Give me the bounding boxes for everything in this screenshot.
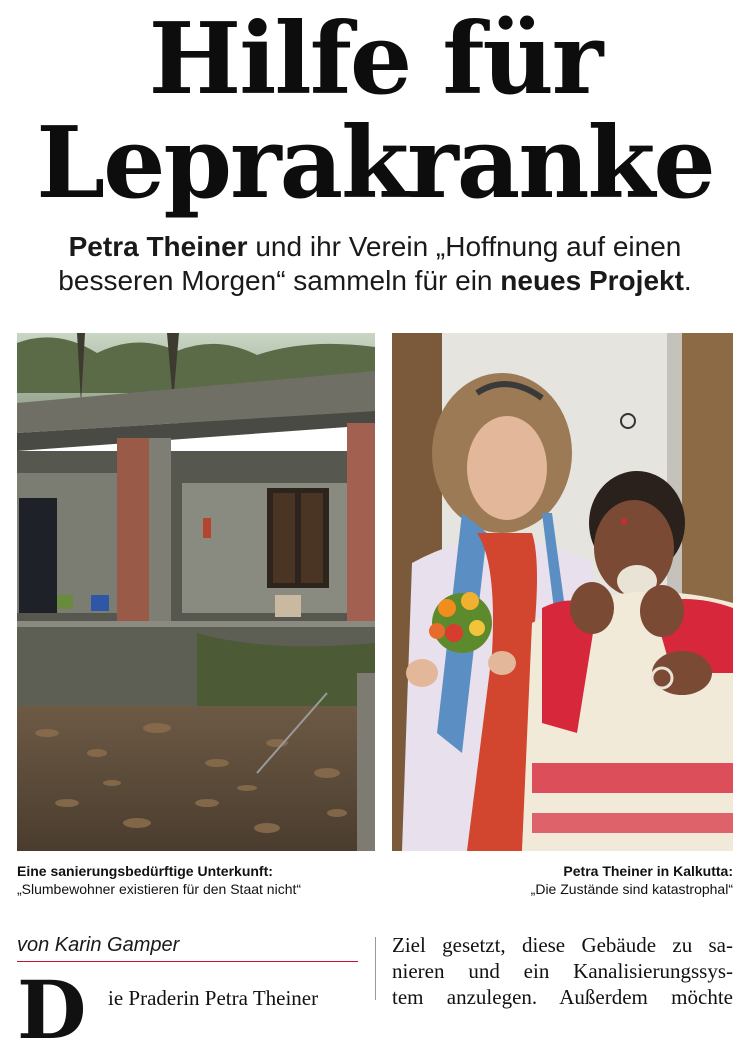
- standfirst-end: .: [683, 265, 692, 296]
- standfirst-text-2: besseren Morgen“ sammeln für ein: [58, 265, 501, 296]
- caption-right-title: Petra Theiner in Kalkutta:: [563, 863, 733, 879]
- caption-right: [392, 862, 733, 898]
- standfirst: [0, 230, 750, 298]
- headline-line-1: Hilfe für: [148, 2, 602, 117]
- building-photo: [17, 333, 375, 851]
- headline-line-2: Leprakranke: [36, 106, 714, 221]
- caption-right-quote: „Die Zustände sind katastrophal“: [530, 881, 733, 897]
- caption-left-quote: „Slumbewohner existieren für den Staat nicht“: [17, 881, 302, 897]
- body-right-line-2: nieren und ein Kanalisierungssys-: [392, 959, 733, 983]
- standfirst-name: Petra Theiner: [68, 231, 248, 262]
- people-photo: [392, 333, 733, 851]
- body-right-line-1: Ziel gesetzt, diese Gebäude zu sa-: [392, 933, 733, 957]
- body-right-line-3: tem anzulegen. Außerdem möchte: [392, 985, 733, 1009]
- standfirst-text-1: und ihr Verein „Hoffnung auf einen: [247, 231, 682, 262]
- column-divider: [375, 937, 376, 1000]
- byline-rule: [17, 961, 358, 962]
- caption-left-title: Eine sanierungsbedürftige Unterkunft:: [17, 863, 273, 879]
- drop-cap: D: [17, 963, 87, 1057]
- standfirst-bold-2: neues Projekt: [500, 265, 684, 296]
- byline: von Karin Gamper: [17, 934, 180, 956]
- body-left-line-1: ie Praderin Petra Theiner: [108, 986, 319, 1010]
- caption-left: [17, 862, 375, 898]
